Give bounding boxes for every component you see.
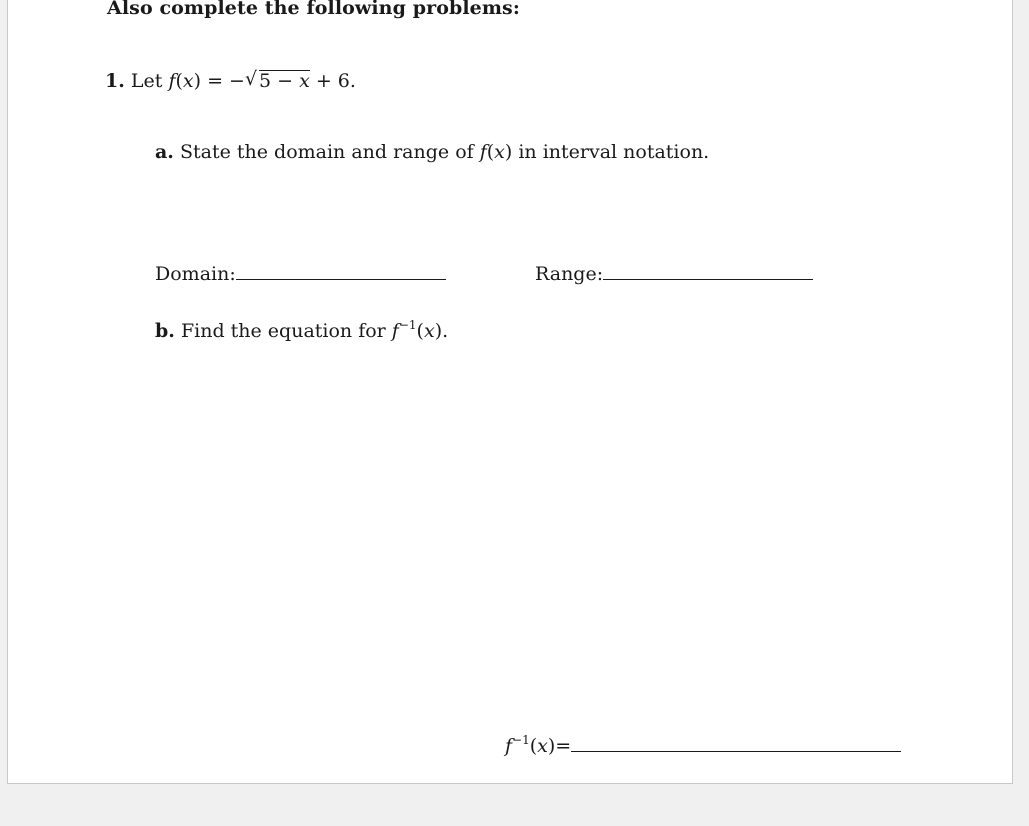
radicand-const: 5 −: [258, 70, 300, 92]
part-a-text-before: State the domain and range of: [173, 141, 480, 163]
problem-number: 1.: [105, 70, 125, 92]
lparen: (: [175, 70, 183, 92]
range-blank[interactable]: [603, 263, 813, 280]
part-b-text-before: Find the equation for: [174, 320, 392, 342]
part-a-prompt: [155, 141, 709, 163]
part-a-text-after: in interval notation.: [512, 141, 710, 163]
variable: x: [182, 70, 194, 92]
part-a-rparen: ): [504, 141, 513, 163]
equals-minus: = −: [201, 70, 245, 92]
part-b-prompt: [155, 320, 448, 342]
domain-label: Domain:: [155, 263, 236, 285]
domain-answer-line: [155, 263, 446, 285]
part-b-func: f: [391, 320, 399, 342]
part-b-inverse-sup: −1: [398, 318, 417, 332]
rparen: ): [193, 70, 202, 92]
answer-lparen: (: [529, 735, 538, 757]
answer-inverse-sup: −1: [512, 733, 530, 747]
domain-blank[interactable]: [236, 263, 446, 280]
square-root: [246, 70, 310, 92]
part-a-lparen: (: [486, 141, 495, 163]
problem-1-statement: [105, 70, 356, 92]
radicand: [259, 70, 310, 90]
inverse-answer-line: [505, 735, 901, 757]
answer-func: f: [505, 735, 513, 757]
part-a-func: f: [479, 141, 487, 163]
answer-rparen: )=: [547, 735, 572, 757]
part-a-var: x: [494, 141, 505, 163]
worksheet-page: [7, 0, 1013, 784]
range-label: Range:: [535, 263, 604, 285]
part-b-rparen: ).: [434, 320, 449, 342]
section-heading: Also complete the following problems:: [107, 0, 520, 19]
part-b-var: x: [423, 320, 435, 342]
function-name: f: [168, 70, 176, 92]
function-tail: + 6.: [309, 70, 356, 92]
answer-var: x: [537, 735, 548, 757]
inverse-blank[interactable]: [571, 735, 901, 752]
radicand-variable: x: [299, 70, 310, 92]
part-b-lparen: (: [416, 320, 424, 342]
part-b-label: b.: [155, 320, 175, 342]
problem-lead: Let: [130, 70, 169, 92]
range-answer-line: [535, 263, 813, 285]
part-a-label: a.: [155, 141, 174, 163]
